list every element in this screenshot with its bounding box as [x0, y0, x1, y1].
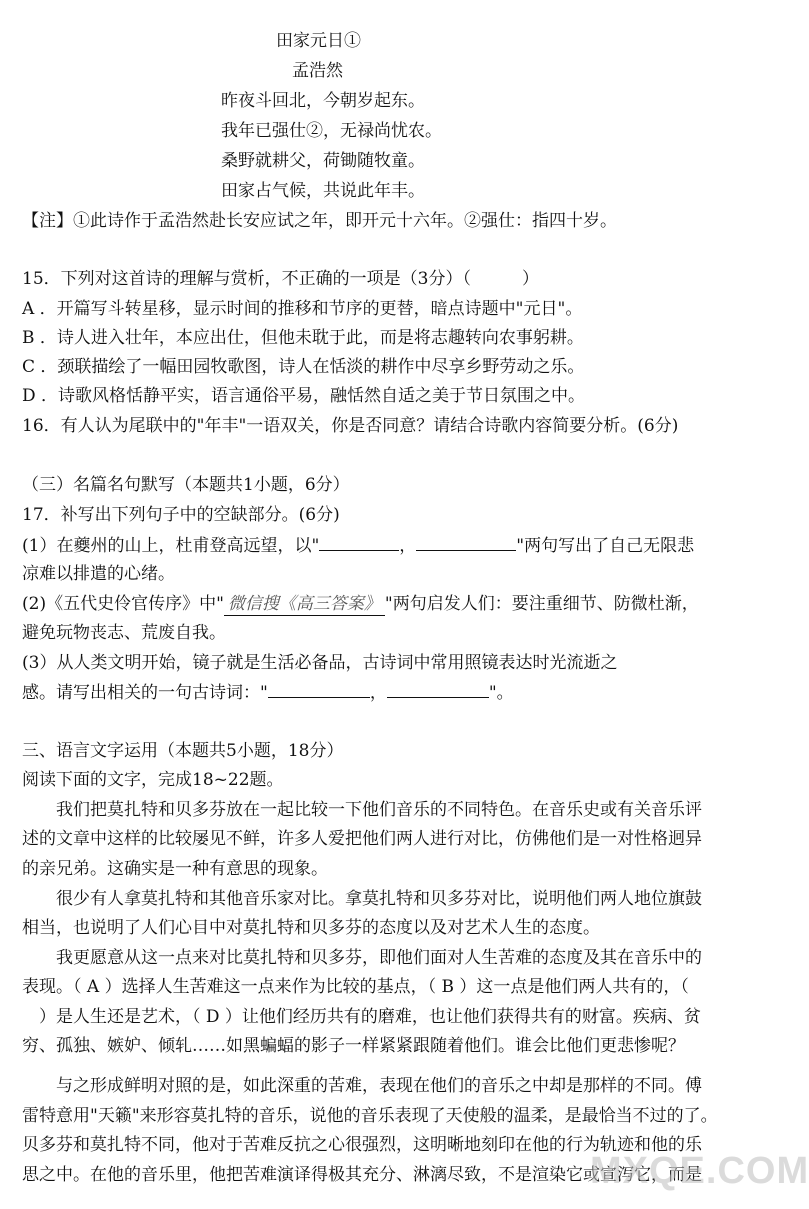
poem-line-1: 昨夜斗回北，今朝岁起东。 — [221, 91, 425, 111]
q17-item-1-cont: 凉难以排遣的心绪。 — [22, 564, 175, 584]
passage-line-2: 述的文章中这样的比较屡见不鲜，许多人爱把他们两人进行对比，仿佛他们是一对性格迥异 — [22, 829, 702, 849]
passage-line-7: 表现。（ A ）选择人生苦难这一点来作为比较的基点，（ B ）这一点是他们两人共有的，（ — [22, 977, 689, 997]
section-heading: （三）名篇名句默写（本题共1小题，6分） — [22, 475, 350, 495]
q17-item-1-text-b: "两句写出了自己无限悲 — [516, 536, 695, 556]
q15-option-b: B ．诗人进入壮年，本应出仕，但他未耽于此，而是将志趣转向农事躬耕。 — [22, 328, 584, 348]
site-watermark: MXQE.COM — [590, 1150, 809, 1192]
blank-1[interactable] — [319, 534, 399, 551]
q17-item-3: (3）从人类文明开始，镜子就是生活必备品，古诗词中常用照镜表达时光流逝之 — [22, 653, 618, 673]
passage-line-11: 雷特意用"天籁"来形容莫扎特的音乐，说他的音乐表现了天使般的温柔，是最恰当不过的了。 — [22, 1106, 718, 1126]
poem-author: 孟浩然 — [292, 61, 343, 81]
q17-item-1-text-a: (1）在夔州的山上，杜甫登高远望，以" — [22, 536, 320, 556]
q15-stem: 15．下列对这首诗的理解与赏析，不正确的一项是（3分）（ ） — [22, 269, 539, 289]
q17-item-3-end: "。 — [488, 683, 514, 703]
passage-line-4: 很少有人拿莫扎特和其他音乐家对比。拿莫扎特和贝多芬对比，说明他们两人地位旗鼓 — [22, 889, 702, 909]
part3-heading: 三、语言文字运用（本题共5小题，18分） — [22, 741, 344, 761]
q17-item-1 — [22, 534, 694, 557]
q15-option-d: D ．诗歌风格恬静平实，语言通俗平易，融恬然自适之美于节日氛围之中。 — [22, 386, 586, 406]
q17-item-2 — [22, 593, 699, 616]
poem-note: 【注】①此诗作于孟浩然赴长安应试之年，即开元十六年。②强仕：指四十岁。 — [22, 211, 617, 231]
handwritten-answer[interactable]: 微信搜《高三答案》 — [224, 593, 385, 616]
q16-stem: 16．有人认为尾联中的"年丰"一语双关，你是否同意？请结合诗歌内容简要分析。(6分) — [22, 416, 679, 436]
passage-line-3: 的亲兄弟。这确实是一种有意思的现象。 — [22, 859, 328, 879]
q15-option-a: A ．开篇写斗转星移，显示时间的推移和节序的更替，暗点诗题中"元日"。 — [22, 299, 583, 319]
q17-item-3-cont — [22, 681, 514, 704]
poem-line-3: 桑野就耕父，荷锄随牧童。 — [221, 151, 425, 171]
poem-title: 田家元日① — [276, 31, 361, 51]
q17-item-3-comma: ， — [369, 683, 387, 703]
poem-line-2: 我年已强仕②，无禄尚忧农。 — [221, 121, 442, 141]
q17-item-2-text-b: "两句启发人们：要注重细节、防微杜渐， — [384, 594, 699, 614]
passage-line-8: ）是人生还是艺术，（ D ）让他们经历共有的磨难，也让他们获得共有的财富。疾病、贫 — [22, 1007, 701, 1027]
q15-option-c: C ．颈联描绘了一幅田园牧歌图，诗人在恬淡的耕作中尽享乡野劳动之乐。 — [22, 357, 585, 377]
q17-item-1-comma: ， — [399, 536, 417, 556]
part3-instruction: 阅读下面的文字，完成18~22题。 — [22, 770, 284, 790]
q17-item-3-text-b: 感。请写出相关的一句古诗词：" — [22, 683, 268, 703]
passage-line-10: 与之形成鲜明对照的是，如此深重的苦难，表现在他们的音乐之中却是那样的不同。傅 — [22, 1076, 702, 1096]
blank-4[interactable] — [387, 681, 489, 698]
passage-line-9: 穷、孤独、嫉妒、倾轧……如黑蝙蝠的影子一样紧紧跟随着他们。谁会比他们更悲惨呢？ — [22, 1036, 685, 1056]
passage-line-12: 贝多芬和莫扎特不同，他对于苦难反抗之心很强烈，这明晰地刻印在他的行为轨迹和他的乐 — [22, 1135, 702, 1155]
q17-stem: 17．补写出下列句子中的空缺部分。(6分) — [22, 505, 340, 525]
blank-3[interactable] — [268, 681, 370, 698]
poem-line-4: 田家占气候，共说此年丰。 — [221, 181, 425, 201]
passage-line-13: 思之中。在他的音乐里，他把苦难演译得极其充分、淋漓尽致，不是渲染它或宣泻它，而是 — [22, 1165, 702, 1185]
q17-item-2-cont: 避免玩物丧志、荒废自我。 — [22, 623, 226, 643]
q17-item-2-text-a: (2)《五代史伶官传序》中" — [22, 594, 224, 614]
passage-line-6: 我更愿意从这一点来对比莫扎特和贝多芬，即他们面对人生苦难的态度及其在音乐中的 — [22, 948, 702, 968]
blank-2[interactable] — [416, 534, 516, 551]
passage-line-5: 相当，也说明了人们心目中对莫扎特和贝多芬的态度以及对艺术人生的态度。 — [22, 918, 600, 938]
passage-line-1: 我们把莫扎特和贝多芬放在一起比较一下他们音乐的不同特色。在音乐史或有关音乐评 — [22, 800, 702, 820]
